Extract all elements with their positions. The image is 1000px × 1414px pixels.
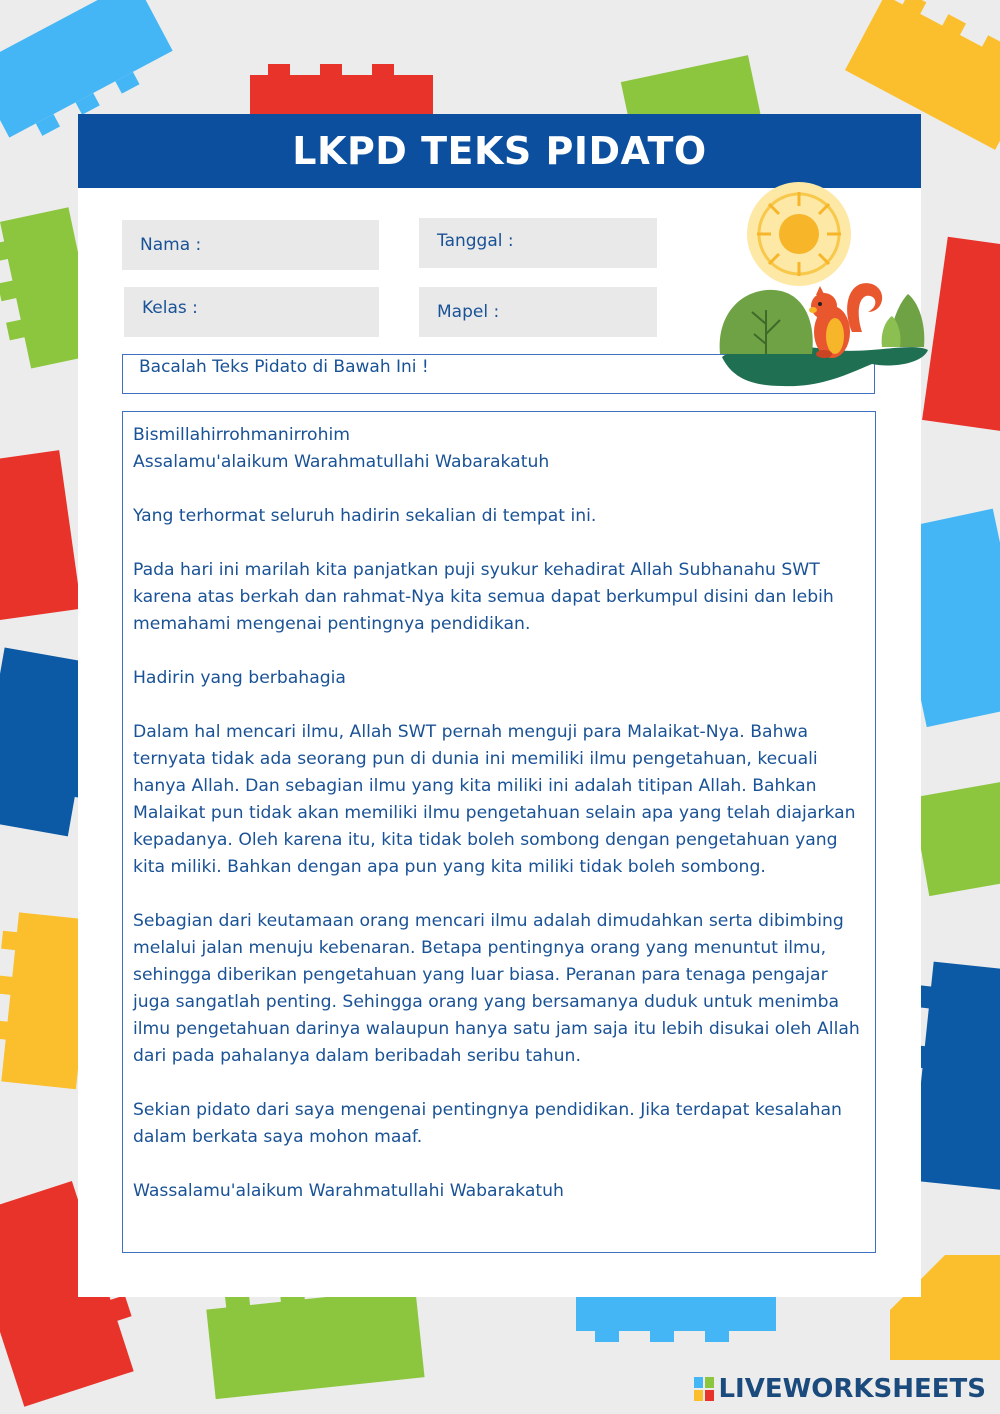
tanggal-label: Tanggal : (437, 231, 514, 251)
speech-paragraph-2: Pada hari ini marilah kita panjatkan puji syukur kehadirat Allah Subhanahu SWT karena atas berkah dan rahmat-Nya kita semua dapat berkumpul disini dan lebih memahami mengenai pentingnya pendidikan. (133, 560, 834, 634)
speech-opening-2: Assalamu'alaikum Warahmatullahi Wabarakatuh (133, 452, 550, 472)
instruction-text: Bacalah Teks Pidato di Bawah Ini ! (139, 357, 429, 377)
brick-green-right (912, 780, 1000, 896)
brick-red-top (250, 64, 433, 120)
liveworksheets-brand[interactable] (694, 1374, 986, 1404)
kelas-label: Kelas : (142, 298, 198, 318)
nama-field[interactable] (122, 220, 379, 270)
liveworksheets-text: LIVEWORKSHEETS (718, 1374, 986, 1404)
liveworksheets-logo-icon (694, 1377, 714, 1401)
speech-paragraph-6: Sekian pidato dari saya mengenai pentingnya pendidikan. Jika terdapat kesalahan dalam berkata saya mohon maaf. (133, 1100, 842, 1147)
squirrel-icon (809, 283, 882, 358)
speech-paragraph-3: Hadirin yang berbahagia (133, 668, 346, 688)
speech-paragraph-4: Dalam hal mencari ilmu, Allah SWT pernah menguji para Malaikat-Nya. Bahwa ternyata tidak ada seorang pun di dunia ini memiliki ilmu pengetahuan, kecuali hanya Allah. Dan sebagian ilmu yang kita miliki ini adalah titipan Allah. Bahkan Malaikat pun tidak akan memiliki ilmu pengetahuan selain apa yang telah diajarkan kepadanya. Oleh karena itu, kita tidak boleh sombong dengan pengetahuan yang kita miliki. Bahkan dengan apa pun yang kita miliki tidak boleh sombong. (133, 722, 856, 877)
brick-light-blue-bottom (576, 1295, 776, 1342)
speech-text-box (122, 411, 876, 1253)
speech-closing: Wassalamu'alaikum Warahmatullahi Wabarakatuh (133, 1181, 564, 1201)
page-title: LKPD TEKS PIDATO (78, 114, 921, 188)
sun-squirrel-illustration (712, 182, 934, 394)
nama-label: Nama : (140, 235, 202, 255)
kelas-field[interactable] (124, 287, 379, 337)
speech-paragraph-1: Yang terhormat seluruh hadirin sekalian di tempat ini. (133, 506, 597, 526)
brick-red-left (0, 450, 81, 621)
mapel-label: Mapel : (437, 302, 500, 322)
speech-opening-1: Bismillahirrohmanirrohim (133, 425, 350, 445)
speech-paragraph-5: Sebagian dari keutamaan orang mencari ilmu adalah dimudahkan serta dibimbing melalui jalan menuju kebenaran. Betapa pentingnya orang yang menuntut ilmu, sehingga diberikan pengetahuan yang luar biasa. Peranan para tenaga pengajar juga sangatlah penting. Sehingga orang yang bersamanya duduk untuk menimba ilmu pengetahuan darinya walaupun hanya satu jam saja itu lebih disukai oleh Allah dari pada pahalanya dalam beribadah seribu tahun. (133, 911, 860, 1066)
mapel-field[interactable] (419, 287, 657, 337)
tanggal-field[interactable] (419, 218, 657, 268)
sun-icon (747, 182, 851, 286)
